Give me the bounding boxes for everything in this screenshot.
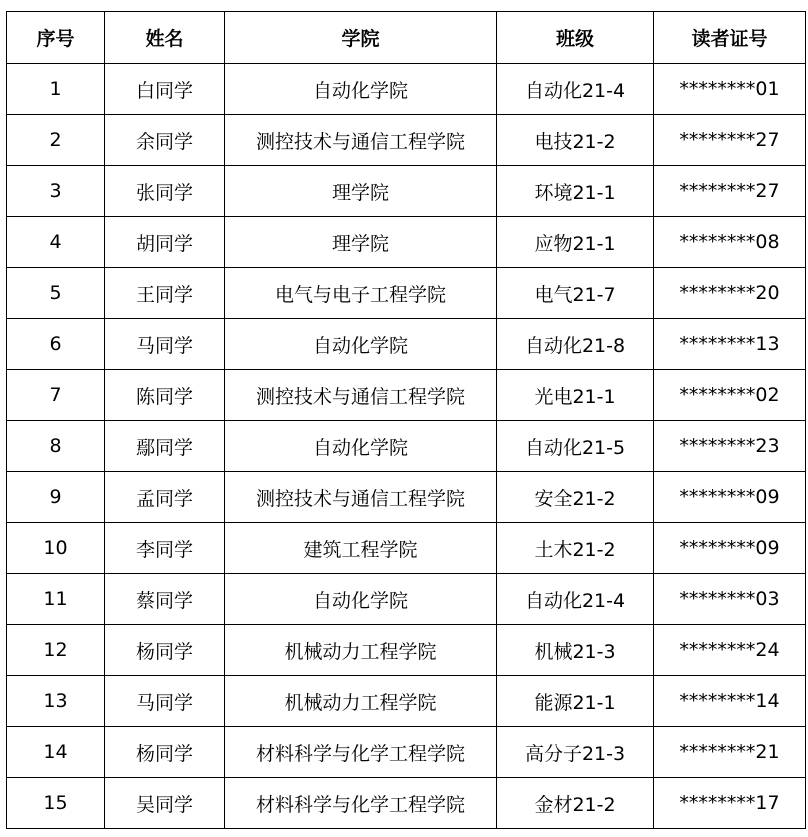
- cell-reader-id: ********13: [654, 319, 806, 370]
- cell-college: 测控技术与通信工程学院: [225, 115, 497, 166]
- cell-college: 机械动力工程学院: [225, 676, 497, 727]
- cell-reader-id: ********17: [654, 778, 806, 829]
- cell-college: 理学院: [225, 166, 497, 217]
- cell-index: 5: [7, 268, 105, 319]
- cell-index: 15: [7, 778, 105, 829]
- cell-reader-id: ********27: [654, 115, 806, 166]
- cell-college: 自动化学院: [225, 421, 497, 472]
- cell-index: 7: [7, 370, 105, 421]
- cell-reader-id: ********21: [654, 727, 806, 778]
- cell-college: 材料科学与化学工程学院: [225, 778, 497, 829]
- cell-index: 9: [7, 472, 105, 523]
- cell-index: 14: [7, 727, 105, 778]
- cell-name: 马同学: [105, 319, 225, 370]
- cell-class: 自动化21-4: [497, 64, 654, 115]
- cell-name: 鄢同学: [105, 421, 225, 472]
- table-row: [7, 421, 806, 472]
- table-row: [7, 676, 806, 727]
- cell-name: 蔡同学: [105, 574, 225, 625]
- cell-reader-id: ********03: [654, 574, 806, 625]
- header-row: [7, 12, 806, 64]
- table-row: [7, 217, 806, 268]
- cell-class: 应物21-1: [497, 217, 654, 268]
- cell-college: 建筑工程学院: [225, 523, 497, 574]
- cell-reader-id: ********01: [654, 64, 806, 115]
- cell-name: 余同学: [105, 115, 225, 166]
- cell-class: 自动化21-4: [497, 574, 654, 625]
- cell-index: 12: [7, 625, 105, 676]
- table-row: [7, 268, 806, 319]
- cell-reader-id: ********08: [654, 217, 806, 268]
- cell-name: 杨同学: [105, 625, 225, 676]
- cell-name: 陈同学: [105, 370, 225, 421]
- cell-index: 2: [7, 115, 105, 166]
- cell-name: 孟同学: [105, 472, 225, 523]
- cell-class: 光电21-1: [497, 370, 654, 421]
- cell-college: 电气与电子工程学院: [225, 268, 497, 319]
- table-row: [7, 115, 806, 166]
- cell-reader-id: ********20: [654, 268, 806, 319]
- header-name: 姓名: [105, 12, 225, 64]
- cell-index: 6: [7, 319, 105, 370]
- cell-reader-id: ********24: [654, 625, 806, 676]
- cell-reader-id: ********14: [654, 676, 806, 727]
- cell-reader-id: ********09: [654, 523, 806, 574]
- cell-reader-id: ********02: [654, 370, 806, 421]
- cell-name: 吴同学: [105, 778, 225, 829]
- cell-class: 机械21-3: [497, 625, 654, 676]
- cell-name: 李同学: [105, 523, 225, 574]
- reader-table: [6, 11, 806, 829]
- table-row: [7, 574, 806, 625]
- table-row: [7, 778, 806, 829]
- cell-index: 10: [7, 523, 105, 574]
- cell-college: 自动化学院: [225, 319, 497, 370]
- table-row: [7, 727, 806, 778]
- cell-college: 自动化学院: [225, 64, 497, 115]
- table-row: [7, 166, 806, 217]
- cell-college: 测控技术与通信工程学院: [225, 370, 497, 421]
- cell-class: 金材21-2: [497, 778, 654, 829]
- cell-class: 自动化21-5: [497, 421, 654, 472]
- cell-index: 11: [7, 574, 105, 625]
- cell-college: 自动化学院: [225, 574, 497, 625]
- cell-college: 材料科学与化学工程学院: [225, 727, 497, 778]
- cell-name: 胡同学: [105, 217, 225, 268]
- table-row: [7, 523, 806, 574]
- cell-name: 白同学: [105, 64, 225, 115]
- table-row: [7, 64, 806, 115]
- cell-class: 电气21-7: [497, 268, 654, 319]
- cell-class: 自动化21-8: [497, 319, 654, 370]
- cell-class: 电技21-2: [497, 115, 654, 166]
- cell-index: 8: [7, 421, 105, 472]
- table-row: [7, 319, 806, 370]
- cell-class: 高分子21-3: [497, 727, 654, 778]
- cell-class: 土木21-2: [497, 523, 654, 574]
- cell-name: 王同学: [105, 268, 225, 319]
- table-row: [7, 370, 806, 421]
- cell-reader-id: ********27: [654, 166, 806, 217]
- table-row: [7, 472, 806, 523]
- cell-index: 3: [7, 166, 105, 217]
- header-reader-id: 读者证号: [654, 12, 806, 64]
- header-index: 序号: [7, 12, 105, 64]
- cell-name: 马同学: [105, 676, 225, 727]
- cell-reader-id: ********09: [654, 472, 806, 523]
- cell-index: 1: [7, 64, 105, 115]
- cell-name: 张同学: [105, 166, 225, 217]
- cell-name: 杨同学: [105, 727, 225, 778]
- cell-college: 测控技术与通信工程学院: [225, 472, 497, 523]
- header-college: 学院: [225, 12, 497, 64]
- cell-class: 能源21-1: [497, 676, 654, 727]
- cell-index: 13: [7, 676, 105, 727]
- table-row: [7, 625, 806, 676]
- cell-class: 环境21-1: [497, 166, 654, 217]
- cell-college: 机械动力工程学院: [225, 625, 497, 676]
- header-class: 班级: [497, 12, 654, 64]
- cell-class: 安全21-2: [497, 472, 654, 523]
- cell-reader-id: ********23: [654, 421, 806, 472]
- cell-index: 4: [7, 217, 105, 268]
- reader-list-sheet: [6, 11, 806, 829]
- cell-college: 理学院: [225, 217, 497, 268]
